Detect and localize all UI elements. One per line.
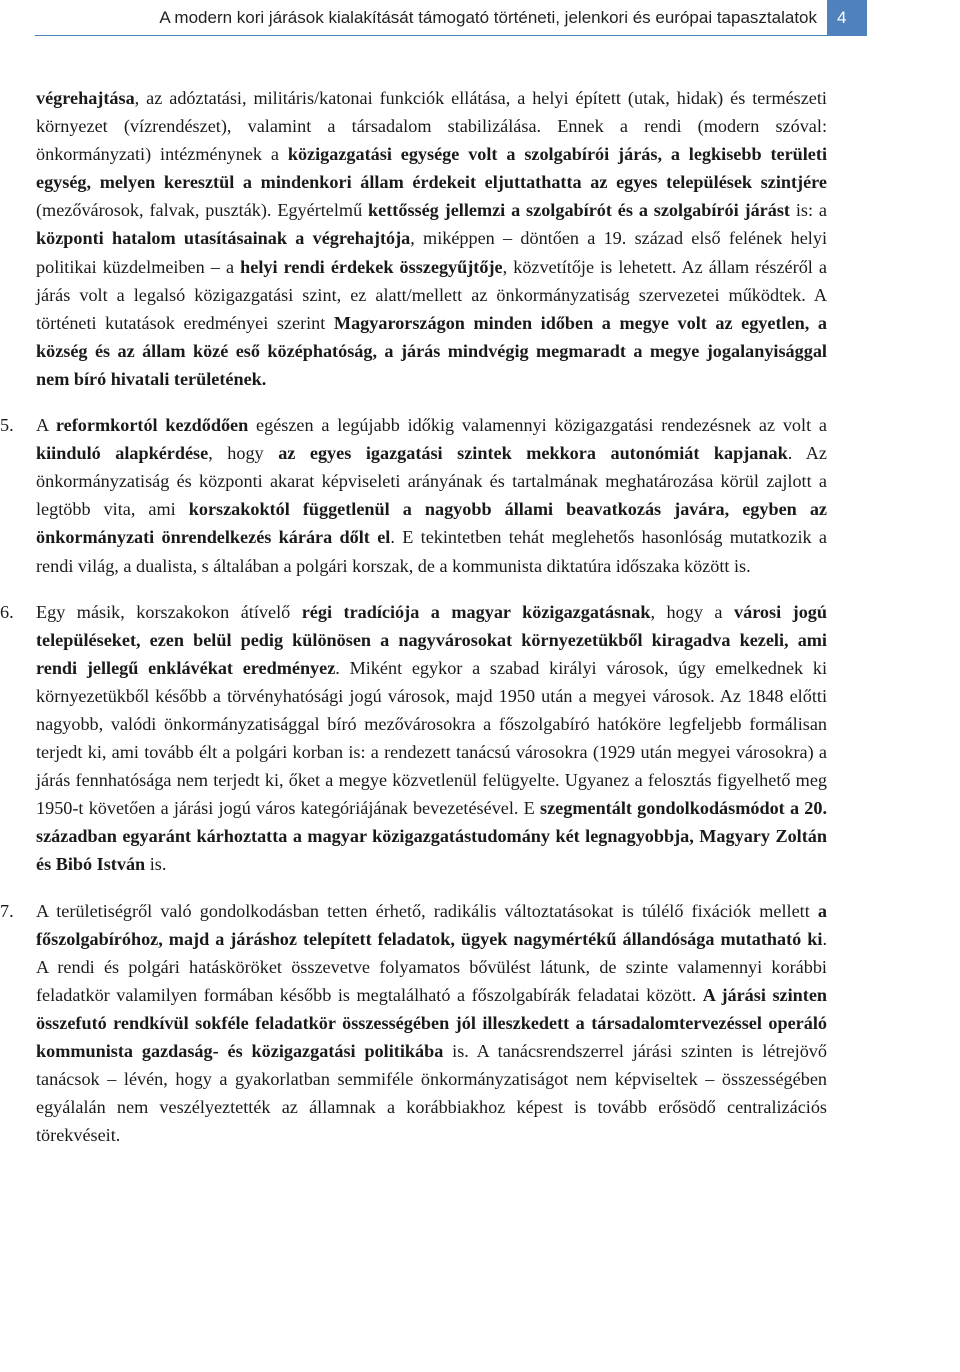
bold-text: szegmentált gondolkodásmódot a 20. században egyaránt kárhoztatta a magyar közigazgatástudomány két legnagyobbja, Magyary Zoltán és Bibó István <box>36 798 828 875</box>
bold-text: reformkortól kezdődően <box>55 415 249 436</box>
list-number: 6. <box>0 601 14 622</box>
text-run: , az adóztatási, militáris/katonai funkciók ellátása, a helyi épített (utak, hidak) és természeti környezet (vízrendészet), valamint a társadalom stabilizálása. Ennek a rendi (modern szóval: önkormányzati) intézménynek a <box>36 88 827 165</box>
bold-text: helyi rendi érdekek összegyűjtője <box>240 256 503 277</box>
numbered-list <box>0 411 828 1149</box>
text-run: , hogy a <box>650 601 734 622</box>
text-run: , miképpen – döntően a 19. század első felének helyi politikai küzdelmeiben – a <box>36 228 827 277</box>
bold-text: központi hatalom utasításainak a végrehajtója <box>36 228 411 249</box>
bold-text: korszakoktól függetlenül a nagyobb állami beavatkozás javára, egyben az önkormányzati önrendelkezés kárára dőlt el <box>36 499 827 548</box>
text-run: , közvetítője is lehetett. Az állam részéről a járás volt a legalsó közigazgatási szint, ez alatt/mellett az önkormányzatiság szervezetei működtek. A történeti kutatások eredményei szerint <box>36 256 828 333</box>
header-rule <box>35 35 827 36</box>
bold-text: közigazgatási egysége volt a szolgabírói járás, a legkisebb területi egység, melyen keresztül a mindenkori állam érdekeit eljuttathatta az egyes települések szintjére <box>36 144 827 193</box>
running-title: A modern kori járások kialakítását támogató történeti, jelenkori és európai tapasztalatok <box>159 8 817 27</box>
list-number: 5. <box>0 415 14 436</box>
bold-text: kiinduló alapkérdése <box>36 443 209 464</box>
bold-text: az egyes igazgatási szintek mekkora autonómiát kapjanak <box>278 443 788 464</box>
list-item-text <box>36 411 827 580</box>
text-run: is: a <box>789 200 827 221</box>
list-item <box>0 598 828 879</box>
intro-paragraph <box>36 84 827 393</box>
text-run: A <box>36 415 56 436</box>
text-run: Egy másik, korszakokon átívelő <box>36 601 302 622</box>
text-run: is. <box>145 854 167 875</box>
list-number: 7. <box>0 900 14 921</box>
bold-text: kettősség jellemzi a szolgabírót és a szolgabírói járást <box>368 200 790 221</box>
bold-text: városi jogú településeket, ezen belül pedig különösen a nagyvárosokat környezetükből kiragadva kezeli, ami rendi jellegű enklávékat eredményez <box>36 601 828 678</box>
text-run: (mezővárosok, falvak, puszták). Egyértelmű <box>36 200 369 221</box>
text-run: , hogy <box>208 443 279 464</box>
text-run: is. A tanácsrendszerrel járási szinten is létrejövő tanácsok – lévén, hogy a gyakorlatban semmiféle önkormányzatiságot nem képviseltek – összességében egyálalán nem veszélyeztették az államnak a korábbiakhoz képest is tovább erősödő centralizációs törekvéseit. <box>36 1041 827 1146</box>
document-body <box>0 84 828 1149</box>
bold-text: régi tradíciója a magyar közigazgatásnak <box>301 601 651 622</box>
bold-text: végrehajtása <box>36 88 135 108</box>
bold-text: A járási szinten összefutó rendkívül sokféle feladatkör összességében jól illeszkedett a társadalomtervezéssel operáló kommunista gazdaság- és közigazgatási politikába <box>36 984 828 1061</box>
text-run: . A rendi és polgári hatásköröket összevetve folyamatos bővülést látunk, de szinte valamennyi korábbi feladatkör valamilyen formában később is megtalálható a főszolgabírák feladatai között. <box>36 928 827 1005</box>
bold-text: a főszolgabíróhoz, majd a járáshoz telepített feladatok, ügyek nagymértékű állandósága mutatható ki <box>36 900 827 949</box>
text-run: egészen a legújabb időkig valamennyi közigazgatási rendezésnek az volt a <box>248 415 827 436</box>
page-header <box>0 0 960 36</box>
text-run: A területiségről való gondolkodásban tetten érhető, radikális változtatásokat is túlélő fixációk mellett <box>36 900 818 921</box>
list-item <box>0 897 828 1150</box>
bold-text: Magyarországon minden időben a megye volt az egyetlen, a község és az állam közé eső középhatóság, a járás mindvégig megmaradt a megye jogalanyisággal nem bíró hivatali területének. <box>36 312 827 389</box>
page-number: 4 <box>827 0 867 36</box>
text-run: . E tekintetben tehát meglehetős hasonlóság mutatkozik a rendi világ, a dualista, s általában a polgári korszak, de a kommunista diktatúra időszaka között is. <box>36 527 828 576</box>
list-item-text <box>36 598 827 879</box>
text-run: . Az önkormányzatiság és központi akarat képviseleti arányának és tartalmának meghatározása körül zajlott a legtöbb vita, ami <box>36 443 827 520</box>
list-item-text <box>36 897 827 1150</box>
list-item <box>0 411 828 580</box>
text-run: . Miként egykor a szabad királyi városok, úgy emelkednek ki környezetükből később a törvényhatósági jogú városok, majd 1950 után a megyei városok. Az 1848 előtti nagyobb, valódi önkormányzatisággal bíró mezővárosokra a főszolgabíró hatóköre legfeljebb formálisan terjedt ki, ami tovább élt a polgári korban is: a rendezett tanácsú városokra (1929 után megyei városokra) a járás fennhatósága nem terjedt ki, őket a megye közvetlenül felügyelte. Ugyanez a felosztás figyelhető meg 1950-t követően a járási jogú város kategóriájának bevezetésével. E <box>36 657 827 819</box>
